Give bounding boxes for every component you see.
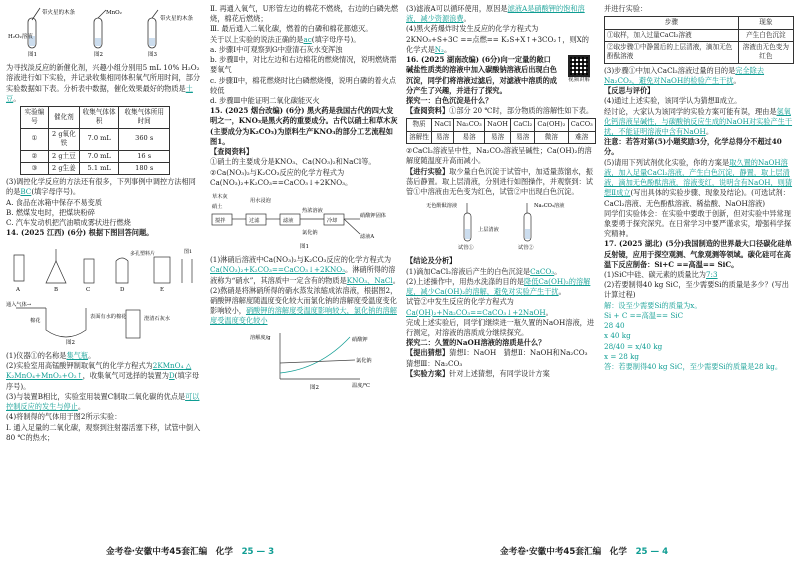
info-title: 【查阅资料】 xyxy=(210,147,254,157)
fig1-caption-q14: 图1 xyxy=(184,248,193,255)
chart-xlabel: 温度/℃ xyxy=(352,382,370,389)
page-number-right: 25 — 4 xyxy=(635,547,669,557)
limewater-label: 澄清石灰水 xyxy=(144,315,170,322)
tube-2-label: 试管② xyxy=(518,245,534,252)
info-1: ①硝土的主要成分是KNO₃、Ca(NO₃)₂和NaCl等。 xyxy=(210,157,376,167)
col-header: 收集气体所用时间 xyxy=(119,107,170,129)
q17-heading: 17. (2025 湖北) (5分)我国制造的世界最大口径碳化硅单反射镜，应用于探空观测、气象观测等领域。碳化硅可在高温下反应制备：Si+C ==高温== SiC。 xyxy=(604,239,792,269)
fig-label-a: A xyxy=(16,286,20,293)
q17-1: (1)SiC中硅、碳元素的质量比为7:3 xyxy=(604,270,718,280)
q15-4-eq: 2KNO₃+S+3C ==点燃== K₂S+X↑+3CO₂↑，则X的化学式是N₂。 xyxy=(406,34,589,54)
plan: 【实验方案】针对上述猜想，有同学设计方案 xyxy=(406,368,550,378)
q14-4: (4)将制得的气体用于图2所示实验： xyxy=(6,412,122,422)
q14-1: (1)仪器①的名称是集气瓶。 xyxy=(6,351,96,360)
plan-cont: 并进行实验： xyxy=(604,4,648,13)
column-2 xyxy=(210,4,400,396)
solubility-table: 物质 NaCl Na₂CO₃ NaOH CaCl₂ Ca(OH)₂ CaCO₃ 溶解性 易溶 易溶 易溶 易溶 微溶 难溶 xyxy=(406,118,596,144)
na2co3-label: Na₂CO₃溶液 xyxy=(534,203,565,210)
flow-filter: 过滤 xyxy=(249,217,260,224)
flow-input-soil: 硝土 xyxy=(212,203,223,210)
statement-question: 关于以上实验的说法正确的是ac(填字母序号)。 xyxy=(210,34,361,44)
fig-label-c: C xyxy=(86,286,91,293)
apparatus-figure-2 xyxy=(6,300,200,346)
q3-text: (3)调控化学反应的方法还有很多，下列事例中调控方法相同的是BC(填字母序号)。 xyxy=(6,177,196,197)
bonus-note: 注意：若答对第(5)小题奖励3分，化学总得分不超过40分。 xyxy=(604,137,782,157)
q15-3: (3)滤液A可以循环使用，原因是滤液A是硝酸钾的饱和溶液，减少资源浪费。 xyxy=(406,4,585,24)
flow-input-ash: 草木灰 xyxy=(212,193,228,200)
col-header: 催化剂 xyxy=(48,107,79,129)
fig1-label-h2o2: H₂O₂溶液 xyxy=(8,34,33,40)
fig-label-b: B xyxy=(54,286,59,293)
q3-opt-c: C. 汽车发动机把汽油喷成雾状进行燃烧 xyxy=(6,218,131,228)
flow-filtrate-a: 滤液A xyxy=(360,233,375,240)
reflection-title: 【反思与评价】 xyxy=(604,86,655,96)
kno3-label: 硝酸钾 xyxy=(352,336,368,343)
porous-plate-label: 多孔塑料片 xyxy=(130,250,156,257)
q17-2: (2)若要制得40 kg SiC，至少需要Si的质量是多少？(写出计算过程) xyxy=(604,280,789,300)
footer-left: 金考卷·安徽中考45套汇编 化学 25 — 3 xyxy=(106,547,275,557)
flow-hot-solution: 热浓溶液 xyxy=(302,207,323,214)
cotton-label: 棉花 xyxy=(30,317,41,324)
table-row: ①取样，加入过量CaCl₂溶液 产生白色沉淀 xyxy=(605,29,794,41)
q14-4a: Ⅰ. 通入足量的二氧化碳，观察到注射器活塞下移，试管中倒入80 ℃的热水； xyxy=(6,422,201,442)
column-3 xyxy=(406,4,596,379)
q16-5: (5)请用下列试剂优化实验，你的方案是取久置的NaOH溶液，加入足量CaCl₂溶液，产生白色沉淀，静置，取上层清液，滴加无色酚酞溶液，溶液变红，说明含有NaOH，则猜想Ⅱ成立(写出具体的实验步骤、现象及结论)。(可选试剂：CaCl₂溶液、无色酚酞溶液、稀盐酸、NaOH溶液) xyxy=(604,157,793,208)
qr-code-icon[interactable] xyxy=(568,55,590,77)
option-b: b. 步骤Ⅱ中，对比左边和右边棉花的燃烧情况，说明燃烧需要氧气 xyxy=(210,55,397,75)
option-d: d. 步骤Ⅲ中能证明二氧化碳能灭火 xyxy=(210,95,320,105)
table-row: 溶解性 易溶 易溶 易溶 易溶 微溶 难溶 xyxy=(407,131,596,143)
q17-solution: 解：设至少需要Si的质量为x。 Si + C ==高温== SiC 28 40 x 40 kg 28/40 = x/40 kg x = 28 kg 答：若要制得40 kg SiC，至少需要Si的质量是28 kg。 xyxy=(604,300,783,371)
tube-1-label: 试管① xyxy=(458,245,474,252)
flow-cool: 冷却 xyxy=(327,217,338,224)
q16-block xyxy=(406,55,596,96)
test-tube-figure xyxy=(406,199,596,251)
solubility-chart xyxy=(210,329,400,391)
fig1-label-stick: 带火星的木条 xyxy=(42,10,76,16)
ref-info: 【查阅资料】①部分 20 ℃时，部分物质的溶解性如下表。 xyxy=(406,106,594,116)
q16-3: (3)步骤①中加入CaCl₂溶液过量的目的是完全除去Na₂CO₃，避免对NaOH的检验产生干扰。 xyxy=(604,65,765,85)
column-4 xyxy=(604,4,794,372)
reflection-1: (4)通过上述实验，该同学认为猜想Ⅱ成立。 xyxy=(604,96,742,106)
ref-info-2: ②CaCl₂溶液呈中性，Na₂CO₃溶液呈碱性；Ca(OH)₂的溶解度随温度升高而减小。 xyxy=(406,146,592,166)
experiment-text: 【进行实验】取少量白色沉淀于试管中，加适量蒸馏水，振荡后静置。取上层清液，分别进行如图操作，并观察到：试管①中溶液由无色变为红色，试管②中出现白色沉淀。 xyxy=(406,166,593,196)
table-row: ② 2 g土豆 7.0 mL 16 s xyxy=(21,150,170,162)
q16-heading: 16. (2025 湖南改编) (6分)向一定量的敞口碱盐性质类的溶液中加入碳酸钠溶液后出现白色沉淀，同学们将溶液过滤后，对滤液中溶质的成分产生了兴趣，并进行了探究。 xyxy=(406,55,557,95)
flow-water: 用水浸泡 xyxy=(250,197,271,204)
footer-right: 金考卷·安徽中考45套汇编 化学 25 — 4 xyxy=(500,547,669,557)
catalyst-table xyxy=(20,106,170,175)
col-header: 收集气体体积 xyxy=(79,107,118,129)
chart-ylabel: 溶解度/g xyxy=(250,334,271,341)
fig-label-d: D xyxy=(120,286,125,293)
q14-2: (2)实验室用高锰酸钾制取氧气的化学方程式为2KMnO₄ △ K₂MnO₄+MnO₂+O₂↑，收集氧气可选择的装置为D(填字母序号)。 xyxy=(6,361,200,391)
fig2-caption-q14: 图2 xyxy=(66,339,75,346)
gas-inlet-label: 通入气体→ xyxy=(6,301,32,308)
nacl-label: 氯化钠 xyxy=(356,357,372,364)
q15-1: (1)淋硝后溶液中Ca(NO₃)₂与K₂CO₃反应的化学方程式为Ca(NO₃)₂+K₂CO₃==CaCO₃↓+2KNO₃。淋硝所得的溶液称为“硝水”，其溶质中一定含有的物质是KNO₃、NaCl。 xyxy=(210,255,400,285)
fig2-caption: 图2 xyxy=(94,52,103,58)
phenolphthalein-label: 无色酚酞溶液 xyxy=(426,203,458,210)
conclusion-1: (1)滴加CaCl₂溶液后产生的白色沉淀是CaCO₃。 xyxy=(406,266,562,276)
option-a: a. 步骤Ⅰ中可观察到G中澄清石灰水变浑浊 xyxy=(210,44,343,54)
chart-caption: 图2 xyxy=(310,384,319,391)
column-1 xyxy=(6,4,202,443)
supernatant-label: 上层清液 xyxy=(478,227,499,234)
explore-2: 探究二：久置的NaOH溶液的溶质是什么？ xyxy=(406,338,546,348)
flow-nacl: 氯化钠 xyxy=(302,229,318,236)
q15-heading: 15. (2025 烟台改编) (6分) 黑火药是我国古代的四大发明之一，KNO₃是黑火药的重要成分。古代以硝土和草木灰(主要成分为K₂CO₃)为原料生产KNO₃的部分工艺流程如图1。 xyxy=(210,106,398,146)
fig3-label-stick: 带火星的木条 xyxy=(160,16,194,22)
table-row: ②取步骤①中静置后的上层清液，滴加无色酚酞溶液 溶液由无色变为红色 xyxy=(605,41,794,63)
q3-opt-b: B. 燃煤发电时，把煤块粉碎 xyxy=(6,207,95,217)
step-3: Ⅲ. 最后通入二氧化碳，燃着的白磷和棉花都熄灭。 xyxy=(210,24,373,34)
col-header: 实验编号 xyxy=(21,107,49,129)
q15-2: (2)熬硝是将淋硝所得的硝水蒸发浓缩成浓溶液，根据图2，硝酸钾溶解度随温度变化较大而氯化钠的溶解度受温度变化影响较小，硝酸钾的溶解度受温度影响较大，氯化钠的溶解度受温度变化较小 xyxy=(210,285,398,326)
explore-1: 探究一：白色沉淀是什么？ xyxy=(406,95,493,105)
qr-caption: 视频讲解 xyxy=(567,77,590,84)
table-row: ③ 2 g生姜 5.1 mL 180 s xyxy=(21,162,170,174)
conclusion-4: 完成上述实验后，同学们继续进一瓶久置的NaOH溶液，进行测定，对溶液的溶质成分继续探究。 xyxy=(406,317,595,337)
hypothesis: 【提出猜想】猜想Ⅰ：NaOH 猜想Ⅱ：NaOH和Na₂CO₃ 猜想Ⅲ：Na₂CO₃ xyxy=(406,348,595,368)
intro-text: 为寻找淡反应的新催化剂，兴趣小组分别用5 mL 10% H₂O₂溶液进行如下实验，并记录收集相同体积氧气所用时间，部分实验数据如下表。分析表中数据，催化效果最好的物质是土豆。 xyxy=(6,63,201,103)
apparatus-figure-1 xyxy=(6,241,200,293)
steps-table: 步骤 现象 ①取样，加入过量CaCl₂溶液 产生白色沉淀 ②取步骤①中静置后的上层清液，滴加无色酚酞溶液 溶液由无色变为红色 xyxy=(604,16,794,63)
option-c: c. 步骤Ⅱ中，棉花燃烧时比白磷燃烧慢，说明白磷的着火点较低 xyxy=(210,75,396,95)
wet-cotton-label: 表面有水的棉花 xyxy=(90,313,127,320)
flow-stir: 搅拌 xyxy=(215,217,226,224)
process-flowchart xyxy=(210,190,400,250)
q15-4: (4)黑火药爆炸时发生反应的化学方程式为 xyxy=(406,24,539,34)
flow-filtrate: 滤液 xyxy=(283,217,294,224)
intro-answer: 土豆 xyxy=(6,83,193,103)
step-2: Ⅱ. 再通入氧气，U形管左边的棉花不燃烧，右边的白磷先燃烧，棉花后燃烧； xyxy=(210,4,399,24)
q16-5-summary: 同学们实验体会：在实验中要敢于创新，但对实验中异常现象要勇于探究深究。在日常学习中要严谨求实，增强科学探究精神。 xyxy=(604,208,791,239)
info-2: ②Ca(NO₃)₂与K₂CO₃反应的化学方程式为Ca(NO₃)₂+K₂CO₃==CaCO₃↓+2KNO₃。 xyxy=(210,167,353,187)
conclusion-title: 【结论及分析】 xyxy=(406,256,457,266)
table-row: ① 2 g氧化铁 7.0 mL 360 s xyxy=(21,128,170,150)
nacl-curve xyxy=(280,360,355,363)
conclusion-3: 试管②中发生反应的化学方程式为Ca(OH)₂+Na₂CO₃==CaCO₃↓+2NaOH。 xyxy=(406,297,553,317)
qr-block[interactable] xyxy=(562,55,596,96)
q14-heading: 14. (2025 江西) (6分) 根据下图回答问题。 xyxy=(6,228,154,238)
q3-opt-a: A. 食品在冰箱中保存不易变质 xyxy=(6,197,103,207)
q3-answer: BC xyxy=(20,187,32,197)
fig1-caption: 图1 xyxy=(28,52,37,58)
page-number-left: 25 — 3 xyxy=(241,547,275,557)
experiment-figures-1-3 xyxy=(6,6,196,58)
flow-kno3: 硝酸钾固体 xyxy=(360,212,386,219)
kno3-curve xyxy=(280,337,350,373)
q14-3: (3)与装置B相比，实验室用装置C制取二氧化碳的优点是可以控制反应的发生与停止。 xyxy=(6,391,200,412)
reflection-2: 经讨论，大家认为该同学的实验方案可能有误，理由是氢氧化钙溶液呈碱性，与碳酸钠反应生成的NaOH对实验产生干扰，不能证明溶液中含有NaOH。 xyxy=(604,106,793,136)
conclusion-2: (2)上述操作中，用热水洗涤的目的是降低Ca(OH)₂的溶解度，减少Ca(OH)₂的溶解，避免对实验产生干扰。 xyxy=(406,276,591,297)
fig3-caption: 图3 xyxy=(148,52,157,58)
flowchart-caption: 图1 xyxy=(300,243,309,250)
fig-label-e: E xyxy=(160,286,165,293)
fig2-label-mno2: MnO₂ xyxy=(106,10,122,16)
